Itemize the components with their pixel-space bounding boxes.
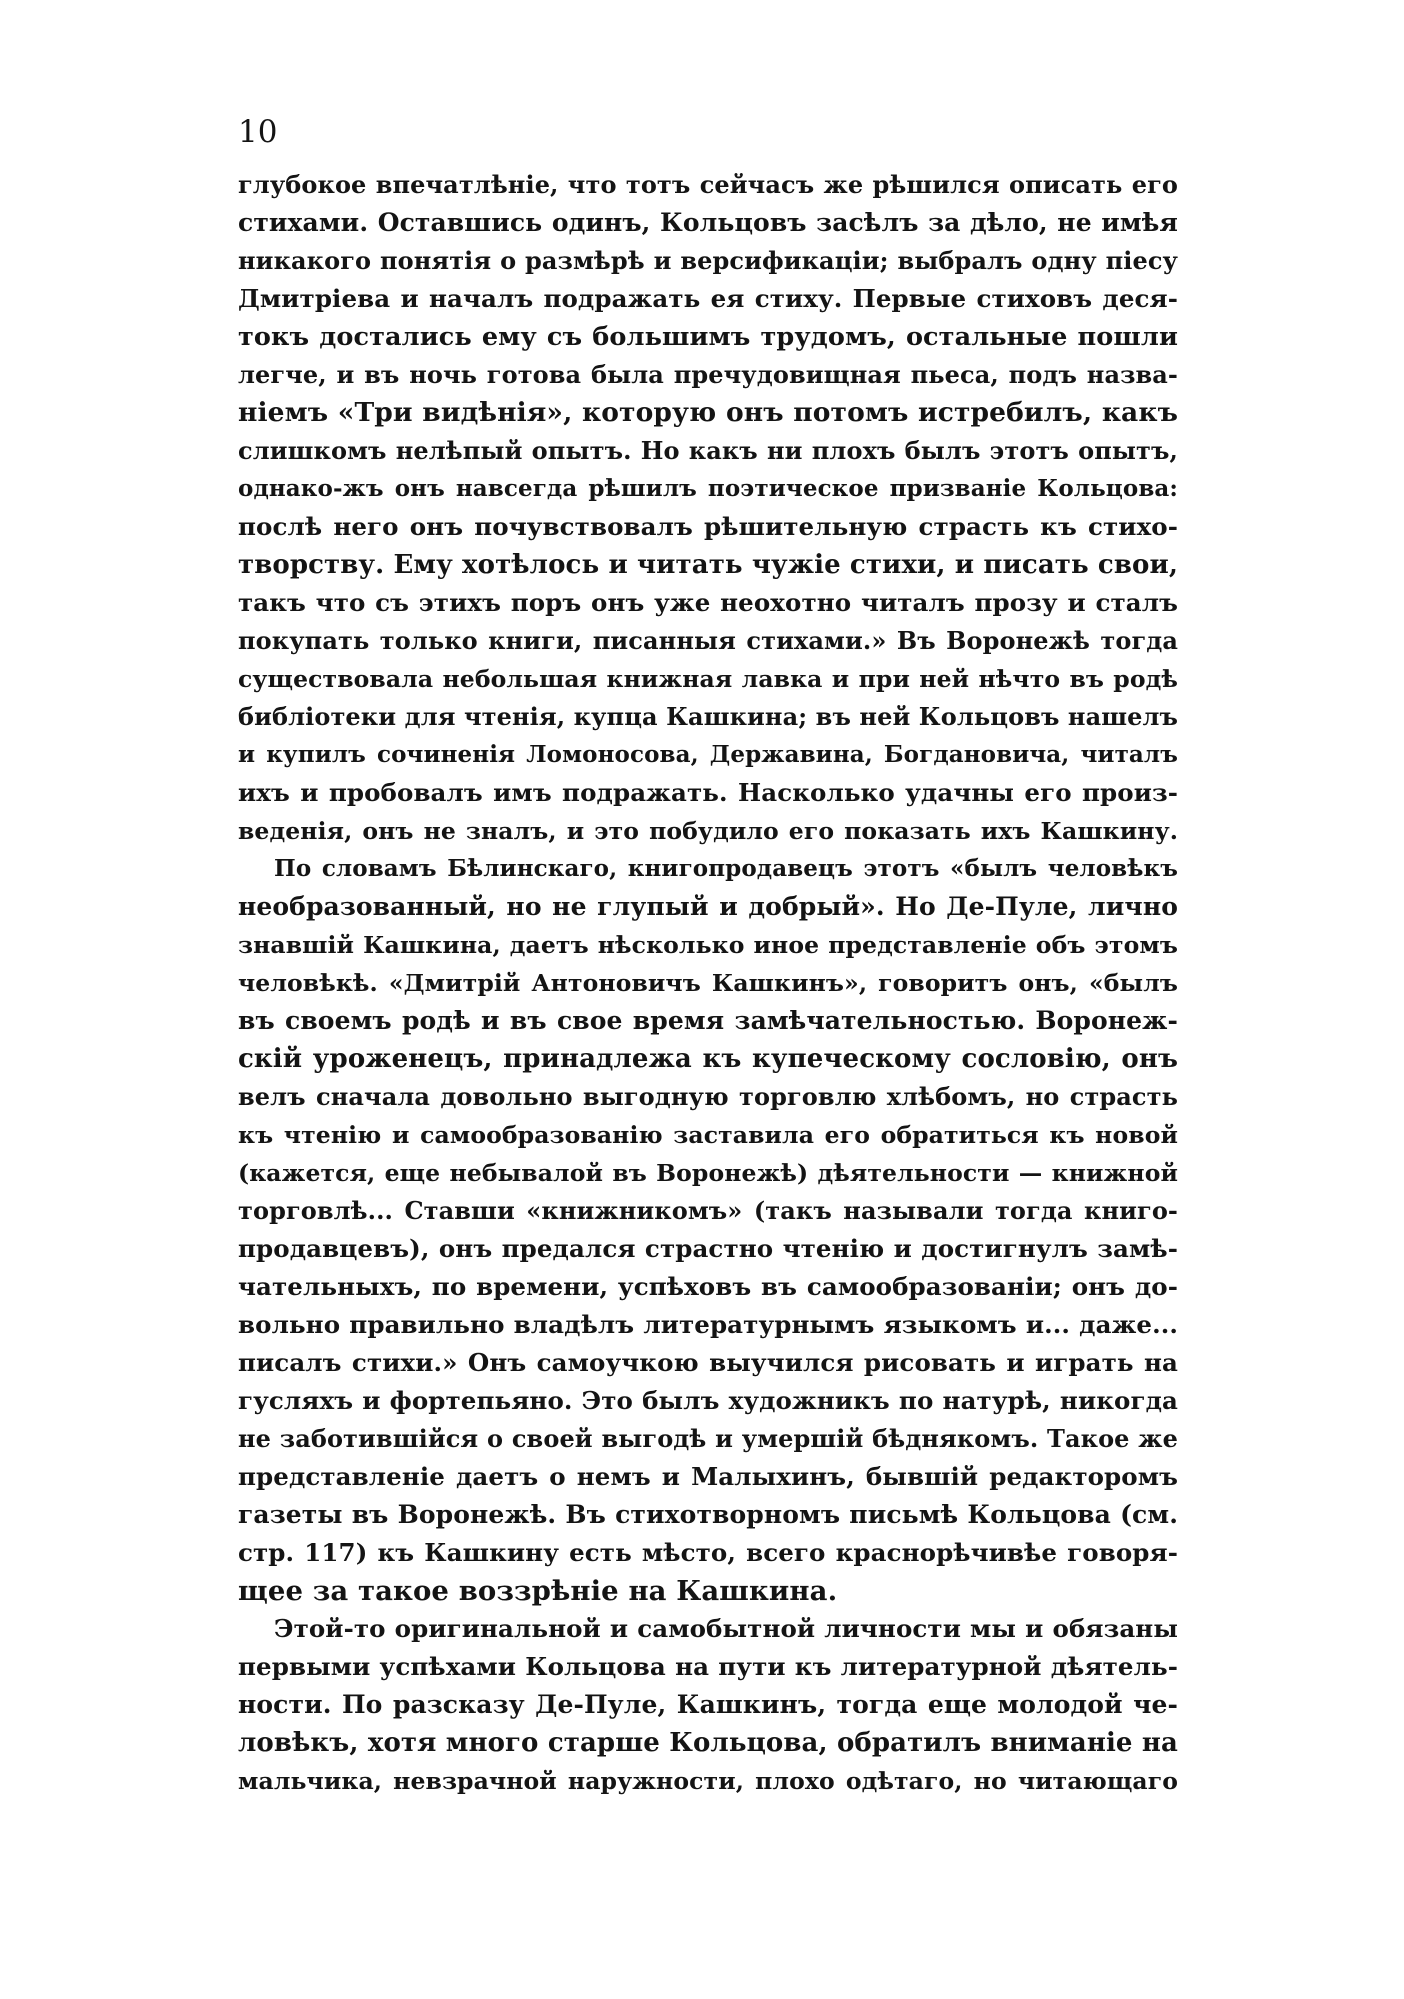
text-line: стихами. Оставшись одинъ, Кольцовъ засѣлъ за дѣло, не имѣя: [238, 208, 1178, 237]
page-number: 10: [238, 114, 278, 150]
text-line: ловѣкъ, хотя много старше Кольцова, обратилъ вниманіе на: [238, 1728, 1178, 1758]
text-line: слишкомъ нелѣпый опытъ. Но какъ ни плохъ былъ этотъ опытъ,: [238, 436, 1178, 465]
text-line: такъ что съ этихъ поръ онъ уже неохотно читалъ прозу и сталъ: [238, 588, 1178, 617]
text-line: торговлѣ... Ставши «книжникомъ» (такъ называли тогда книго-: [238, 1196, 1178, 1225]
text-line: газеты въ Воронежѣ. Въ стихотворномъ письмѣ Кольцова (см.: [238, 1500, 1178, 1529]
text-line: ніемъ «Три видѣнія», которую онъ потомъ истребилъ, какъ: [238, 397, 1178, 428]
text-line: необразованный, но не глупый и добрый». Но Де-Пуле, лично: [238, 892, 1178, 921]
text-line: ихъ и пробовалъ имъ подражать. Насколько удачны его произ-: [238, 778, 1178, 807]
text-line: токъ достались ему съ большимъ трудомъ, остальные пошли: [238, 322, 1178, 352]
text-line: и купилъ сочиненія Ломоносова, Державина, Богдановича, читалъ: [238, 741, 1178, 768]
text-line: вольно правильно владѣлъ литературнымъ языкомъ и... даже...: [238, 1310, 1178, 1339]
text-line: существовала небольшая книжная лавка и при ней нѣчто въ родѣ: [238, 665, 1178, 693]
text-line: къ чтенію и самообразованію заставила его обратиться къ новой: [238, 1121, 1178, 1149]
text-line: знавшій Кашкина, даетъ нѣсколько иное представленіе объ этомъ: [238, 931, 1178, 959]
text-line: Дмитріева и началъ подражать ея стиху. Первые стиховъ деся-: [238, 284, 1178, 313]
text-line: чательныхъ, по времени, успѣховъ въ самообразованіи; онъ до-: [238, 1272, 1178, 1301]
text-line: не заботившійся о своей выгодѣ и умершій бѣднякомъ. Такое же: [238, 1424, 1178, 1453]
text-line: веденія, онъ не зналъ, и это побудило его показать ихъ Кашкину.: [238, 817, 1178, 845]
text-line: легче, и въ ночь готова была пречудовищная пьеса, подъ назва-: [238, 360, 1178, 389]
text-line: послѣ него онъ почувствовалъ рѣшительную страсть къ стихо-: [238, 512, 1178, 541]
text-line: мальчика, невзрачной наружности, плохо одѣтаго, но читающаго: [238, 1767, 1178, 1795]
paragraph-3: [238, 1610, 1178, 1800]
text-line: скій уроженецъ, принадлежа къ купеческому сословію, онъ: [238, 1044, 1178, 1074]
paragraph-2: [238, 850, 1178, 1610]
text-line: гусляхъ и фортепьяно. Это былъ художникъ по натурѣ, никогда: [238, 1386, 1178, 1415]
body-text: [238, 166, 1178, 1800]
text-line: человѣкѣ. «Дмитрій Антоновичъ Кашкинъ», говоритъ онъ, «былъ: [238, 969, 1178, 997]
text-line: По словамъ Бѣлинскаго, книгопродавецъ этотъ «былъ человѣкъ: [274, 855, 1178, 882]
text-line: никакого понятія о размѣрѣ и версификаціи; выбралъ одну піесу: [238, 246, 1178, 275]
text-line: велъ сначала довольно выгодную торговлю хлѣбомъ, но страсть: [238, 1082, 1178, 1111]
text-line: глубокое впечатлѣніе, что тотъ сейчасъ же рѣшился описать его: [238, 170, 1178, 199]
text-line: творству. Ему хотѣлось и читать чужіе стихи, и писать свои,: [238, 550, 1178, 580]
text-line: Этой-то оригинальной и самобытной личности мы и обязаны: [274, 1614, 1178, 1643]
book-page: [238, 112, 1178, 1912]
text-line: ности. По разсказу Де-Пуле, Кашкинъ, тогда еще молодой че-: [238, 1690, 1178, 1719]
text-line: первыми успѣхами Кольцова на пути къ литературной дѣятель-: [238, 1652, 1178, 1681]
text-line: щее за такое воззрѣніе на Кашкина.: [238, 1575, 838, 1607]
text-line: писалъ стихи.» Онъ самоучкою выучился рисовать и играть на: [238, 1348, 1178, 1377]
text-line: покупать только книги, писанныя стихами.» Въ Воронежѣ тогда: [238, 626, 1178, 655]
text-line: представленіе даетъ о немъ и Малыхинъ, бывшій редакторомъ: [238, 1462, 1178, 1491]
text-line: въ своемъ родѣ и въ свое время замѣчательностью. Воронеж-: [238, 1006, 1178, 1035]
text-line: библіотеки для чтенія, купца Кашкина; въ ней Кольцовъ нашелъ: [238, 702, 1179, 731]
text-line: стр. 117) къ Кашкину есть мѣсто, всего краснорѣчивѣе говоря-: [238, 1538, 1178, 1567]
text-line: однако-жъ онъ навсегда рѣшилъ поэтическое призваніе Кольцова:: [238, 475, 1178, 502]
text-line: (кажется, еще небывалой въ Воронежѣ) дѣятельности — книжной: [238, 1159, 1178, 1187]
text-line: продавцевъ), онъ предался страстно чтенію и достигнулъ замѣ-: [238, 1234, 1178, 1263]
paragraph-1: [238, 166, 1178, 850]
